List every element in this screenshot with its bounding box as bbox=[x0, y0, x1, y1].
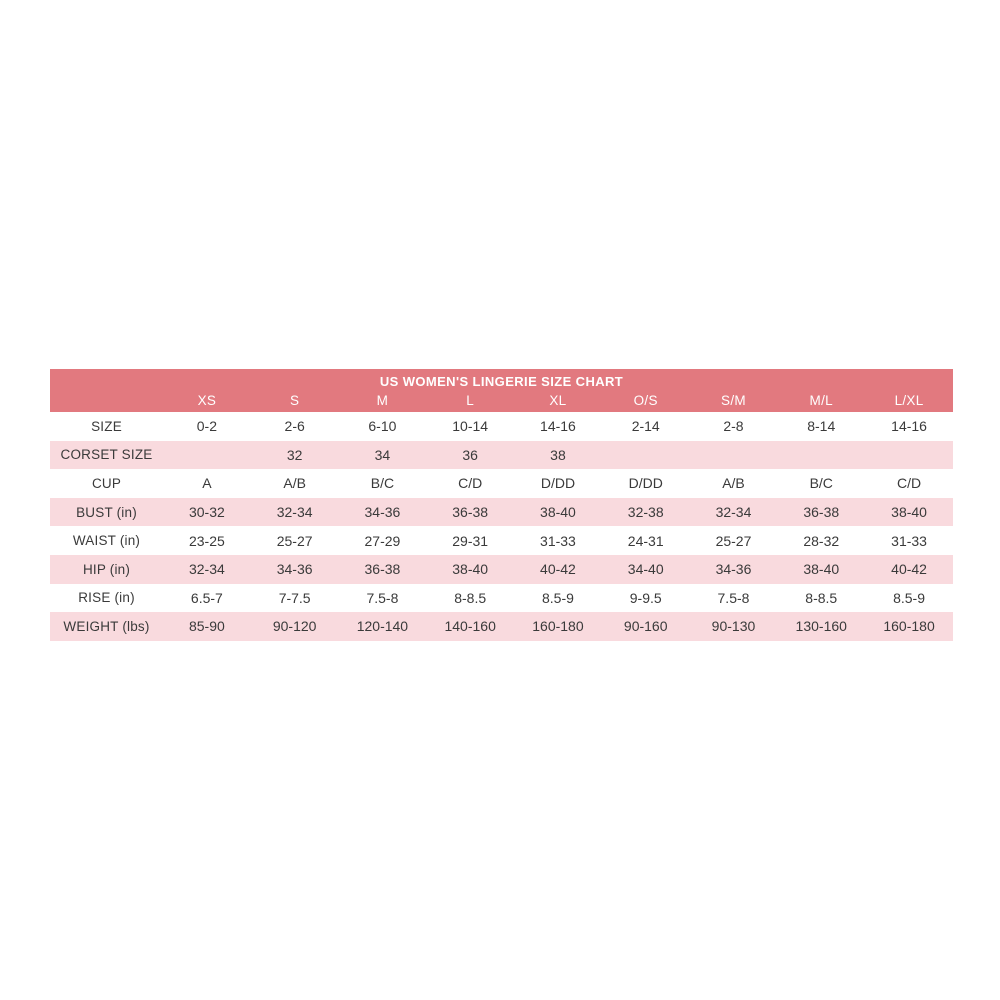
column-header-l-xl: L/XL bbox=[865, 391, 953, 412]
table-cell: 34-36 bbox=[251, 555, 339, 584]
table-cell: 36 bbox=[426, 441, 514, 470]
table-cell: A/B bbox=[690, 469, 778, 498]
table-cell: 32-34 bbox=[163, 555, 251, 584]
table-cell: C/D bbox=[865, 469, 953, 498]
row-label-rise-in-: RISE (in) bbox=[50, 584, 163, 613]
table-cell: 34-36 bbox=[339, 498, 427, 527]
row-label-size: SIZE bbox=[50, 412, 163, 441]
table-cell: D/DD bbox=[514, 469, 602, 498]
table-cell: 8-8.5 bbox=[426, 584, 514, 613]
column-header-xs: XS bbox=[163, 391, 251, 412]
table-row bbox=[50, 584, 953, 613]
table-cell: 8-8.5 bbox=[777, 584, 865, 613]
column-header-xl: XL bbox=[514, 391, 602, 412]
table-cell: A bbox=[163, 469, 251, 498]
table-cell: 38 bbox=[514, 441, 602, 470]
table-cell: 85-90 bbox=[163, 612, 251, 641]
table-cell: 90-160 bbox=[602, 612, 690, 641]
corner-header-cell bbox=[50, 391, 163, 412]
table-cell: 32-34 bbox=[690, 498, 778, 527]
table-cell: 31-33 bbox=[865, 526, 953, 555]
table-cell: B/C bbox=[339, 469, 427, 498]
table-cell: 28-32 bbox=[777, 526, 865, 555]
table-cell: 36-38 bbox=[339, 555, 427, 584]
table-cell: 40-42 bbox=[865, 555, 953, 584]
table-row bbox=[50, 441, 953, 470]
column-header-row bbox=[50, 391, 953, 412]
table-cell: 120-140 bbox=[339, 612, 427, 641]
table-cell: 27-29 bbox=[339, 526, 427, 555]
table-cell: 140-160 bbox=[426, 612, 514, 641]
table-cell: B/C bbox=[777, 469, 865, 498]
row-label-hip-in-: HIP (in) bbox=[50, 555, 163, 584]
table-row bbox=[50, 555, 953, 584]
column-header-s: S bbox=[251, 391, 339, 412]
table-cell: 23-25 bbox=[163, 526, 251, 555]
table-row bbox=[50, 469, 953, 498]
table-cell: 90-130 bbox=[690, 612, 778, 641]
table-cell: 30-32 bbox=[163, 498, 251, 527]
table-cell: 36-38 bbox=[777, 498, 865, 527]
table-cell: 8-14 bbox=[777, 412, 865, 441]
table-cell: 25-27 bbox=[690, 526, 778, 555]
table-cell bbox=[865, 441, 953, 470]
table-cell: 24-31 bbox=[602, 526, 690, 555]
table-cell: 34-36 bbox=[690, 555, 778, 584]
table-title-row bbox=[50, 369, 953, 391]
table-cell: 10-14 bbox=[426, 412, 514, 441]
table-cell: 7.5-8 bbox=[339, 584, 427, 613]
table-cell: 90-120 bbox=[251, 612, 339, 641]
table-row bbox=[50, 498, 953, 527]
table-cell: 8.5-9 bbox=[865, 584, 953, 613]
table-title: US WOMEN'S LINGERIE SIZE CHART bbox=[50, 369, 953, 391]
table-cell bbox=[163, 441, 251, 470]
table-cell: 38-40 bbox=[514, 498, 602, 527]
table-cell: C/D bbox=[426, 469, 514, 498]
table-cell: 7-7.5 bbox=[251, 584, 339, 613]
table-cell: 29-31 bbox=[426, 526, 514, 555]
table-cell: 32 bbox=[251, 441, 339, 470]
table-cell: 31-33 bbox=[514, 526, 602, 555]
column-header-m: M bbox=[339, 391, 427, 412]
table-row bbox=[50, 526, 953, 555]
table-cell: 38-40 bbox=[426, 555, 514, 584]
table-cell: 14-16 bbox=[865, 412, 953, 441]
table-cell: 2-14 bbox=[602, 412, 690, 441]
table-cell bbox=[777, 441, 865, 470]
row-label-waist-in-: WAIST (in) bbox=[50, 526, 163, 555]
table-cell: 0-2 bbox=[163, 412, 251, 441]
column-header-o-s: O/S bbox=[602, 391, 690, 412]
column-header-l: L bbox=[426, 391, 514, 412]
table-cell: 38-40 bbox=[777, 555, 865, 584]
row-label-cup: CUP bbox=[50, 469, 163, 498]
table-cell: 8.5-9 bbox=[514, 584, 602, 613]
table-cell: 34 bbox=[339, 441, 427, 470]
row-label-weight-lbs-: WEIGHT (lbs) bbox=[50, 612, 163, 641]
table-row bbox=[50, 612, 953, 641]
table-cell: 40-42 bbox=[514, 555, 602, 584]
table-cell: 34-40 bbox=[602, 555, 690, 584]
row-label-corset-size: CORSET SIZE bbox=[50, 441, 163, 470]
table-cell bbox=[602, 441, 690, 470]
size-chart-table bbox=[50, 369, 953, 641]
table-cell: 130-160 bbox=[777, 612, 865, 641]
table-cell: 36-38 bbox=[426, 498, 514, 527]
table-cell: 160-180 bbox=[865, 612, 953, 641]
table-cell: 32-34 bbox=[251, 498, 339, 527]
table-cell: 7.5-8 bbox=[690, 584, 778, 613]
table-cell: 32-38 bbox=[602, 498, 690, 527]
row-label-bust-in-: BUST (in) bbox=[50, 498, 163, 527]
table-row bbox=[50, 412, 953, 441]
column-header-m-l: M/L bbox=[777, 391, 865, 412]
table-cell: 9-9.5 bbox=[602, 584, 690, 613]
table-cell: 38-40 bbox=[865, 498, 953, 527]
table-cell: 2-8 bbox=[690, 412, 778, 441]
table-cell: 25-27 bbox=[251, 526, 339, 555]
table-cell: 14-16 bbox=[514, 412, 602, 441]
column-header-s-m: S/M bbox=[690, 391, 778, 412]
table-cell: 160-180 bbox=[514, 612, 602, 641]
table-cell bbox=[690, 441, 778, 470]
table-cell: 6-10 bbox=[339, 412, 427, 441]
table-cell: 2-6 bbox=[251, 412, 339, 441]
table-cell: A/B bbox=[251, 469, 339, 498]
table-cell: 6.5-7 bbox=[163, 584, 251, 613]
table-cell: D/DD bbox=[602, 469, 690, 498]
